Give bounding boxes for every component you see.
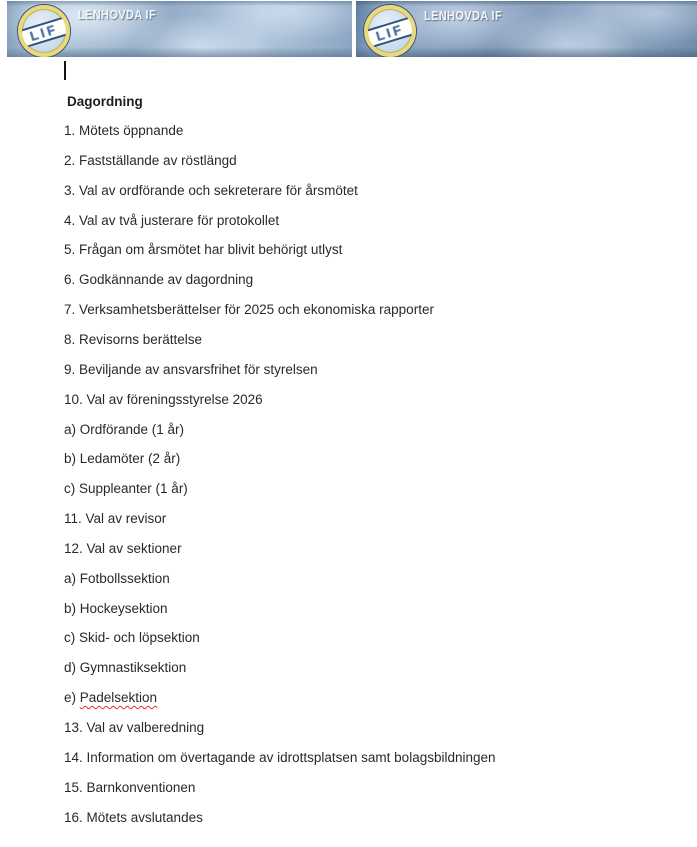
misspelled-word: Padelsektion: [79, 690, 158, 705]
agenda-item[interactable]: 2. Fastställande av röstlängd: [64, 153, 237, 168]
club-name-label: LENHOVDA IF: [424, 9, 503, 23]
agenda-item[interactable]: b) Hockeysektion: [64, 601, 168, 616]
agenda-item[interactable]: 9. Beviljande av ansvarsfrihet för styrelsen: [64, 362, 318, 377]
agenda-item[interactable]: 5. Frågan om årsmötet har blivit behörigt utlyst: [64, 242, 343, 257]
agenda-item[interactable]: b) Ledamöter (2 år): [64, 451, 181, 466]
text-cursor: [64, 61, 66, 80]
agenda-item[interactable]: 3. Val av ordförande och sekreterare för årsmötet: [64, 183, 358, 198]
agenda-item[interactable]: a) Fotbollssektion: [64, 571, 170, 586]
club-banner-image-right[interactable]: [356, 1, 697, 57]
agenda-item[interactable]: a) Ordförande (1 år): [64, 422, 185, 437]
agenda-item[interactable]: d) Gymnastiksektion: [64, 660, 187, 675]
lif-logo-text: LIF: [28, 21, 60, 44]
agenda-item[interactable]: 1. Mötets öppnande: [64, 123, 184, 138]
agenda-item[interactable]: 16. Mötets avslutandes: [64, 810, 203, 825]
club-banner-image-left[interactable]: [7, 1, 352, 57]
lif-logo: [364, 5, 416, 57]
page-title[interactable]: Dagordning: [67, 94, 143, 109]
agenda-item[interactable]: [64, 689, 157, 706]
agenda-item[interactable]: 14. Information om övertagande av idrottsplatsen samt bolagsbildningen: [64, 750, 496, 765]
agenda-item[interactable]: 11. Val av revisor: [64, 511, 167, 526]
lif-logo-band: [364, 15, 416, 51]
agenda-item[interactable]: 8. Revisorns berättelse: [64, 332, 203, 347]
agenda-item[interactable]: 12. Val av sektioner: [64, 541, 182, 556]
club-name-label: LENHOVDA IF: [78, 8, 157, 22]
agenda-item[interactable]: c) Suppleanter (1 år): [64, 481, 188, 496]
agenda-item[interactable]: 6. Godkännande av dagordning: [64, 272, 254, 287]
agenda-item[interactable]: 13. Val av valberedning: [64, 720, 205, 735]
agenda-item[interactable]: 4. Val av två justerare för protokollet: [64, 213, 280, 228]
lif-logo: [18, 5, 70, 57]
agenda-item[interactable]: 10. Val av föreningsstyrelse 2026: [64, 392, 263, 407]
agenda-item[interactable]: 15. Barnkonventionen: [64, 780, 196, 795]
lif-logo-band: [18, 15, 70, 51]
agenda-item[interactable]: c) Skid- och löpsektion: [64, 630, 200, 645]
lif-logo-text: LIF: [374, 21, 406, 44]
agenda-item-text: e): [64, 690, 80, 705]
agenda-item[interactable]: 7. Verksamhetsberättelser för 2025 och ekonomiska rapporter: [64, 302, 434, 317]
